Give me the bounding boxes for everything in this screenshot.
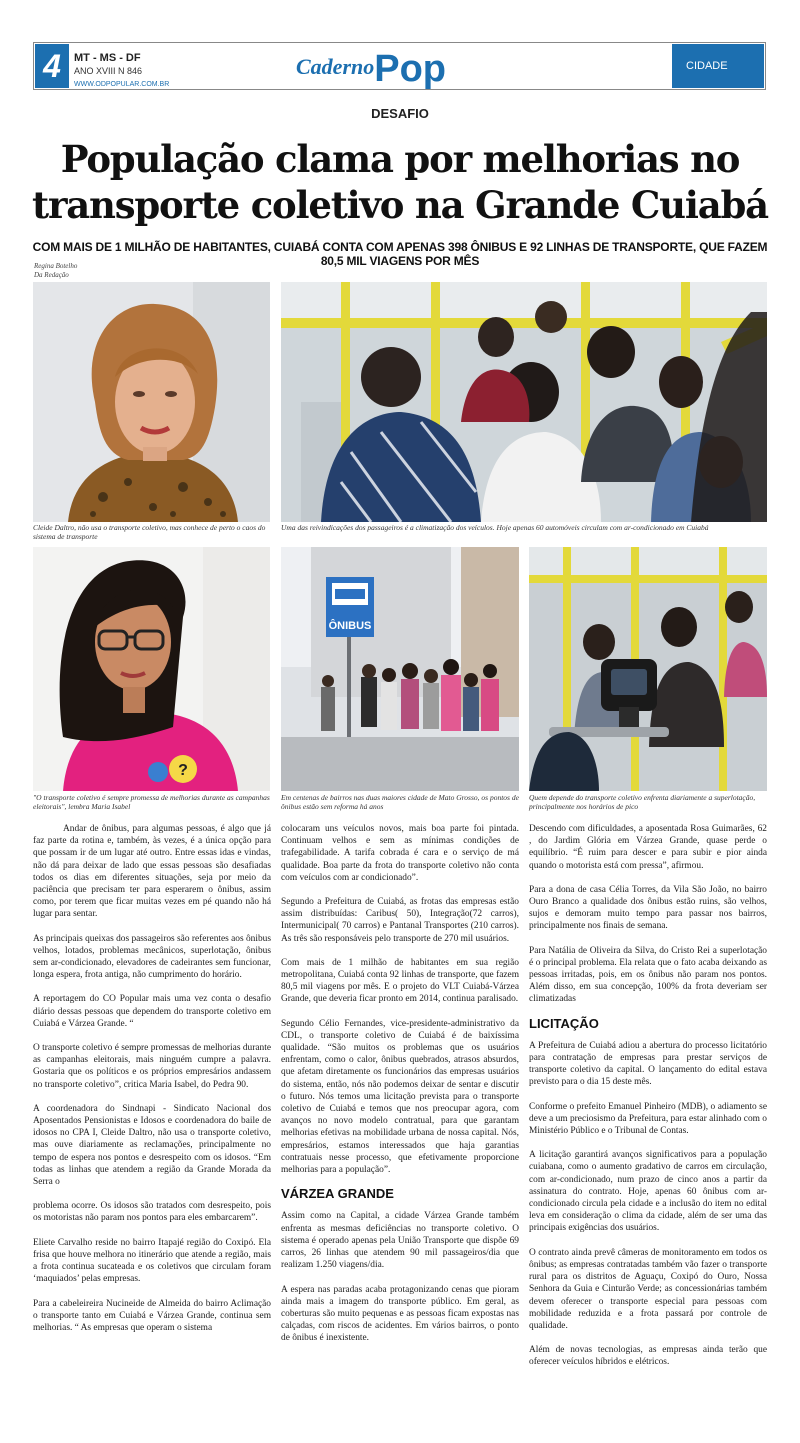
- paragraph: A coordenadora do Sindnapi - Sindicato Nacional dos Aposentados Pensionistas e Idosos e coordenadora do baile de idosos no CPA I, Cleide Daltro, não usa o transporte coletivo, mas ouve diariamente as reclamações, principalmente no tempo de espera nos pontos e desrespeito com os idosos. “Em todas as linhas que atendem a região da Grande Morada da Serra o: [33, 1103, 271, 1188]
- paragraph: Conforme o prefeito Emanuel Pinheiro (MDB), o adiamento se deve a um preciosismo da Prefeitura, para estar alinhado com o Ministério Público e o Tribunal de Contas.: [529, 1101, 767, 1137]
- caption-cleide: Cleide Daltro, não usa o transporte coletivo, mas conhece de perto o caos do sistema de transporte: [33, 523, 266, 541]
- edition-issue: ANO XVIII N 846: [74, 66, 143, 76]
- paragraph: Descendo com dificuldades, a aposentada Rosa Guimarães, 62 , do Jardim Glória em Várzea Grande, quase perde o equilíbrio. “É ruim para descer e para subir e pior ainda quando o motorista está com pressa”, afirmou.: [529, 824, 767, 871]
- body-column-1: [33, 823, 271, 1346]
- photo-cleide-daltro: [33, 282, 270, 522]
- photo-maria-isabel: [33, 547, 270, 791]
- photo-bus-crowd: [281, 282, 767, 522]
- paragraph: Assim como na Capital, a cidade Várzea Grande também enfrenta as mesmas deficiências no transporte coletivo. O sistema é operado apenas pela União Transporte que dispõe 69 carros, 26 linhas que atendem 90 mil passageiros/dia que realizam 1.250 viagens/dia.: [281, 1211, 519, 1271]
- article-kicker: DESAFIO: [371, 106, 429, 121]
- byline-author: Regina Botelho: [34, 262, 78, 270]
- article-headline: População clama por melhorias no transporte coletivo na Grande Cuiabá: [32, 137, 768, 227]
- paragraph: O transporte coletivo é sempre promessas de melhorias durante as campanhas eleitorais, mais ninguém cumpre a palavra. Gostaria que os políticos e os próprios empresários andassem no transporte coletivo”, critica Maria Isabel, do Pedra 90.: [33, 1043, 271, 1090]
- paragraph: A reportagem do CO Popular mais uma vez conta o desafio diário dessas pessoas que dependem do transporte coletivo em Cuiabá e Várzea Grande. “: [33, 994, 271, 1029]
- paragraph: Além de novas tecnologias, as empresas ainda terão que oferecer veículos híbridos e elétricos.: [529, 1345, 767, 1368]
- paragraph: Segundo Célio Fernandes, vice-presidente-administrativo da CDL, o transporte coletivo de Cuiabá é de baixíssima qualidade. “São muitos os problemas que os usuários enfrentam, como o calor, ônibus quebrados, atrasos absurdos, que afetam diretamente os funcionários das empresas usuários do sistema, então, nós não podemos deixar de sentar e discutir o futuro. Nós temos uma licitação prevista para o transporte coletivo de Cuiabá e temos que nos preocupar agora, com avanços no novo modelo contratual, para que garantam melhorias efetivas na mobilidade urbana de nossa capital. Nós, empresários, estamos interessados que haja garantias contratuais nesse processo, que efetivamente proporcione melhorias para a população”.: [281, 1018, 519, 1176]
- paragraph: O contrato ainda prevê câmeras de monitoramento em todos os ônibus; as empresas contratadas também vão fazer o transporte rural para os distritos de Aguaçu, Coxipó do Ouro, Nossa Senhora da Guia e Cinturão Verde; as concessionárias também devem oferecer o transporte especial para pessoas com mobilidade reduzida e a frota passará por controle de qualidade.: [529, 1247, 767, 1331]
- caption-bus-turnstile: Quem depende do transporte coletivo enfrenta diariamente a superlotação, principalmente nos horários de pico: [529, 793, 756, 811]
- paragraph: A espera nas paradas acaba protagonizando cenas que pioram ainda mais a imagem do transporte público. Em geral, as coberturas são muito pequenas e as pessoas ficam expostas nas calçadas, com riscos de acidentes. Em vários bairros, o ponto de ônibus é inexistente.: [281, 1284, 519, 1344]
- page-number: 4: [35, 44, 69, 88]
- caption-bus-crowd: Uma das reivindicações dos passageiros é a climatização dos veículos. Hoje apenas 60 automóveis circulam com ar-condicionado em Cuiabá: [281, 523, 709, 532]
- bus-sign-label: ÔNIBUS: [328, 620, 372, 632]
- paragraph: As principais queixas dos passageiros são referentes aos ônibus velhos, lotados, problemas mecânicos, superlotação, ônibus sem ar-condicionado, elevadores de cadeirantes sem funcionar, longa espera, frota antiga, não cumprimento do horário.: [33, 933, 271, 981]
- paragraph: A Prefeitura de Cuiabá adiou a abertura do processo licitatório para contratação de empresas para prestar serviços de transporte coletivo da capital. O lançamento do edital estava previsto para o dia 15 deste mês.: [529, 1040, 767, 1088]
- subheading-varzea-grande: VÁRZEA GRANDE: [281, 1186, 394, 1202]
- paragraph: Para Natália de Oliveira da Silva, do Cristo Rei a superlotação é o principal problema. Ela relata que o fato acaba deixando as pessoas irritadas, pois, em os ônibus não param nos pontos. Além disso, em sua concepção, 100% da frota deveriam ser climatizadas: [529, 945, 767, 1005]
- logo-pop: Pop: [374, 48, 447, 90]
- paragraph: colocaram uns veículos novos, mais boa parte foi pintada. Continuam velhos e sem as mínimas condições de trafegabilidade. A tarifa cobrada é cara e o serviço de má qualidade. Boa parte da frota do transporte coletivo não conta com veículos com ar condicionado”.: [281, 824, 519, 883]
- paragraph: Para a dona de casa Célia Torres, da Vila São João, no bairro Ouro Branco a qualidade dos ônibus estão ruins, são velhos, sujos e demoram muito tempo para passar nos bairros, principalmente nos finais de semana.: [529, 884, 767, 932]
- shirt-symbol: ?: [178, 762, 188, 779]
- site-url[interactable]: WWW.ODPOPULAR.COM.BR: [74, 81, 170, 88]
- paragraph: Eliete Carvalho reside no bairro Itapajé região do Coxipó. Ela frisa que houve melhora no itinerário que atende a região, mais a frota continua sucateada e os coletivos que circulam foram ‘maquiados’ pelas empresas.: [33, 1237, 271, 1285]
- paragraph: Para a cabeleireira Nucineide de Almeida do bairro Aclimação o transporte tanto em Cuiabá e Várzea Grande, continua sem melhorias. “ As empresas que operam o sistema: [33, 1298, 271, 1333]
- body-column-2: [281, 823, 519, 1357]
- paragraph: Com mais de 1 milhão de habitantes em sua região metropolitana, Cuiabá conta 92 linhas de transporte, que fazem 80,5 mil viagens por mês. E o projeto do VLT Cuiabá-Várzea Grande, que deveria ficar pronto em 2014, continua paralisado.: [281, 957, 519, 1005]
- photo-bus-stop: [281, 547, 519, 791]
- caption-bus-stop: Em centenas de bairros nas duas maiores cidade de Mato Grosso, os pontos de ônibus estão sem reforma há anos: [281, 793, 519, 811]
- paragraph: problema ocorre. Os idosos são tratados com desrespeito, pois os motoristas não param nos pontos para eles embarcarem”.: [33, 1201, 271, 1224]
- edition-region: MT - MS - DF: [74, 52, 141, 64]
- subheading-licitacao: LICITAÇÃO: [529, 1015, 599, 1031]
- byline-desk: Da Redação: [34, 271, 69, 279]
- body-column-3: [529, 823, 767, 1381]
- section-logo: [296, 48, 446, 88]
- logo-caderno: Caderno: [296, 54, 375, 79]
- caption-maria-isabel: "O transporte coletivo é sempre promessa de melhorias durante as campanhas eleitorais", lembra Maria Isabel: [33, 793, 270, 811]
- section-tag: CIDADE: [672, 44, 764, 88]
- article-subhead: COM MAIS DE 1 MILHÃO DE HABITANTES, CUIABÁ CONTA COM APENAS 398 ÔNIBUS E 92 LINHAS DE TRANSPORTE, QUE FAZEM 80,5 MIL VIAGENS POR MÊS: [32, 240, 768, 268]
- paragraph: Andar de ônibus, para algumas pessoas, é algo que já faz parte da rotina e, também, às vezes, é a única opção para que possam ir de um lugar até outro. Entre essas idas e vindas, não dá para deixar de lado que essas pessoas são desafiadas todos os dias em diferentes situações, seja por meio da paciência que precisam ter para esperarem o ônibus, assim como, por terem que ficar muitas vezes em pé quando não há lugar para sentar.: [33, 824, 271, 920]
- paragraph: Segundo a Prefeitura de Cuiabá, as frotas das empresas estão assim distribuídas: Caribus( 50), Integração(72 carros), Intermunicipal( 70 carros) e Pantanal Transportes (210 carros). As três são responsáveis pelo transporte de 270 mil usuários.: [281, 897, 519, 944]
- byline: [34, 262, 77, 280]
- photo-bus-turnstile: [529, 547, 767, 791]
- paragraph: A licitação garantirá avanços significativos para a população cuiabana, como o aumento gradativo de carros em circulação, com ar-condicionado, num prazo de cinco anos a partir da assinatura do contrato. Hoje, apenas 60 ônibus com ar-condicionado circula pela cidade e a inclusão do item no edital leva em consideração o clima da cidade, além de ser uma das principais exigências dos usuários.: [529, 1150, 767, 1234]
